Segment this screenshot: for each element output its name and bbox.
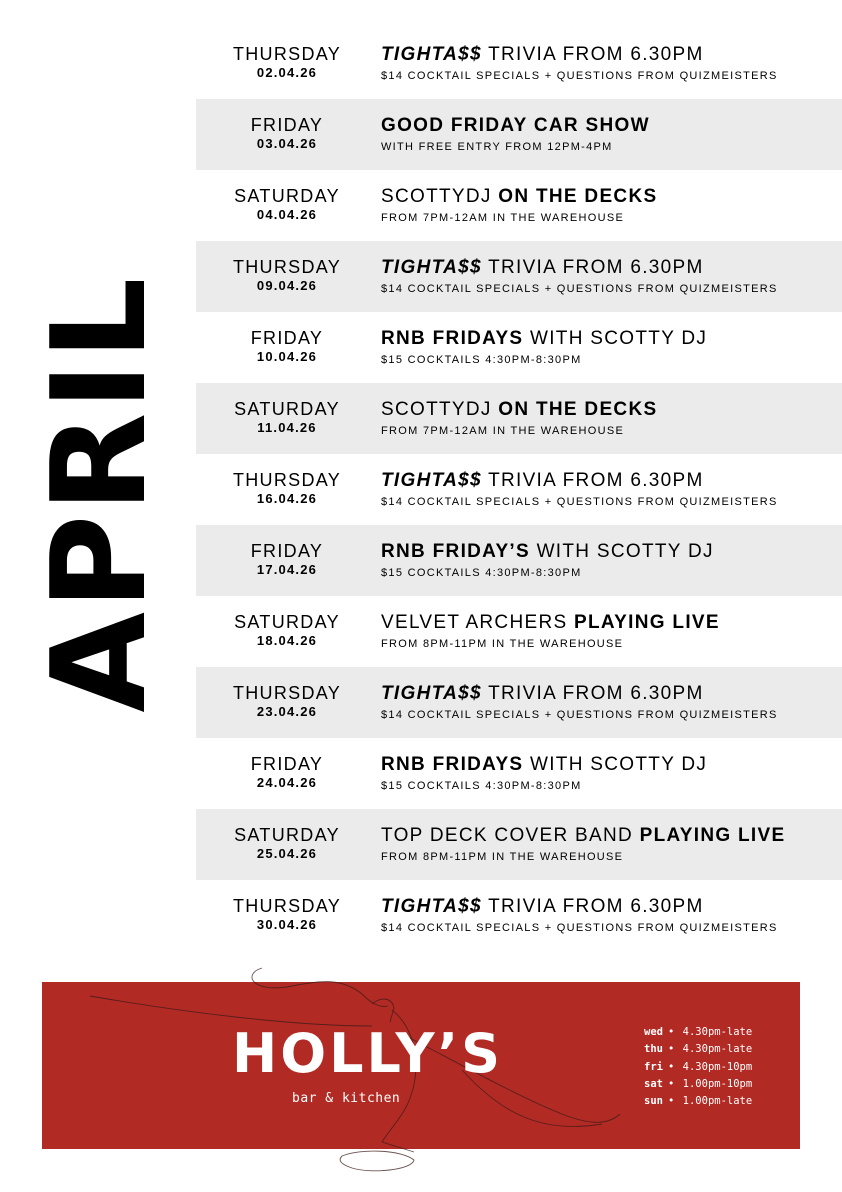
- event-list: [196, 28, 842, 951]
- event-subtitle: $14 COCKTAIL SPECIALS + QUESTIONS FROM QUIZMEISTERS: [381, 709, 778, 721]
- event-date: 02.04.26: [256, 65, 318, 80]
- month-label: APRIL: [23, 275, 175, 713]
- hours-line: [644, 1024, 752, 1041]
- event-date: 03.04.26: [256, 136, 318, 151]
- event-title-segment: VELVET ARCHERS: [381, 612, 575, 633]
- event-day: THURSDAY: [232, 896, 342, 916]
- event-row: [196, 312, 842, 383]
- event-date: 16.04.26: [256, 491, 318, 506]
- event-title-segment: TOP DECK COVER BAND: [381, 825, 640, 846]
- event-title-segment: RNB FRIDAYS: [381, 328, 524, 349]
- hours-line: [644, 1076, 752, 1093]
- event-row: [196, 809, 842, 880]
- hours-time: 1.00pm-late: [682, 1095, 753, 1108]
- event-date: 18.04.26: [256, 633, 318, 648]
- event-subtitle: $14 COCKTAIL SPECIALS + QUESTIONS FROM QUIZMEISTERS: [381, 70, 778, 82]
- event-title-segment: RNB FRIDAY’S: [381, 541, 530, 562]
- hours-separator: •: [668, 1077, 675, 1090]
- event-title-segment: TRIVIA FROM 6.30PM: [481, 44, 704, 65]
- event-title-segment: GOOD FRIDAY CAR SHOW: [381, 115, 650, 136]
- event-subtitle: $15 COCKTAILS 4:30PM-8:30PM: [381, 354, 582, 366]
- hours-line: [644, 1093, 752, 1110]
- hours-time: 4.30pm-10pm: [682, 1060, 753, 1073]
- event-title-segment: TIGHTA$$: [381, 257, 482, 278]
- event-row: [196, 880, 842, 951]
- event-row: [196, 28, 842, 99]
- event-title-segment: TIGHTA$$: [381, 470, 482, 491]
- event-title: [381, 541, 714, 563]
- event-subtitle: WITH FREE ENTRY FROM 12PM-4PM: [381, 141, 613, 153]
- hours-separator: •: [668, 1095, 675, 1108]
- hours-separator: •: [668, 1026, 675, 1038]
- event-title: [381, 257, 704, 279]
- event-title: [381, 683, 704, 705]
- event-title-segment: TIGHTA$$: [381, 44, 482, 65]
- event-date: 25.04.26: [256, 846, 318, 861]
- event-day: SATURDAY: [234, 612, 340, 632]
- hours-separator: •: [668, 1060, 675, 1073]
- event-row: [196, 99, 842, 170]
- event-date: 23.04.26: [256, 704, 318, 719]
- event-title-segment: WITH SCOTTY DJ: [523, 754, 708, 775]
- event-row: [196, 383, 842, 454]
- event-day: THURSDAY: [232, 683, 342, 703]
- event-day: SATURDAY: [234, 825, 340, 845]
- event-day: FRIDAY: [250, 541, 324, 561]
- event-day: FRIDAY: [250, 328, 324, 348]
- hours-day: sun: [644, 1095, 663, 1108]
- event-day: SATURDAY: [234, 399, 340, 419]
- hours-time: 4.30pm-late: [682, 1026, 753, 1038]
- event-day: FRIDAY: [250, 754, 324, 774]
- event-row: [196, 241, 842, 312]
- event-title: [381, 328, 707, 350]
- event-date: 11.04.26: [257, 420, 317, 435]
- event-title-segment: WITH SCOTTY DJ: [529, 541, 714, 562]
- event-row: [196, 170, 842, 241]
- footer-banner: [42, 982, 800, 1149]
- event-title-segment: PLAYING LIVE: [639, 825, 786, 846]
- hours-time: 4.30pm-late: [682, 1043, 753, 1056]
- event-date: 24.04.26: [256, 775, 318, 790]
- event-title: [381, 825, 785, 847]
- event-row: [196, 738, 842, 809]
- event-title: [381, 896, 704, 918]
- month-heading: [23, 220, 175, 768]
- event-date: 30.04.26: [256, 917, 318, 932]
- event-title-segment: TRIVIA FROM 6.30PM: [481, 470, 704, 491]
- event-subtitle: FROM 7PM-12AM IN THE WAREHOUSE: [381, 425, 625, 437]
- event-title: [381, 186, 657, 208]
- event-subtitle: FROM 7PM-12AM IN THE WAREHOUSE: [381, 212, 625, 224]
- event-subtitle: $15 COCKTAILS 4:30PM-8:30PM: [381, 780, 582, 792]
- brand-tagline: bar & kitchen: [292, 1091, 401, 1106]
- event-title: [381, 44, 704, 66]
- hours-line: [644, 1059, 752, 1076]
- event-row: [196, 454, 842, 525]
- event-title: [381, 399, 657, 421]
- event-title-segment: PLAYING LIVE: [574, 612, 720, 633]
- event-day: THURSDAY: [232, 44, 342, 64]
- hours-line: [644, 1041, 752, 1058]
- hours-day: wed: [644, 1026, 663, 1038]
- event-title-segment: TRIVIA FROM 6.30PM: [481, 896, 704, 917]
- event-title-segment: ON THE DECKS: [498, 186, 658, 207]
- event-title: [381, 754, 707, 776]
- event-title-segment: TIGHTA$$: [381, 896, 482, 917]
- event-day: SATURDAY: [234, 186, 340, 206]
- event-row: [196, 525, 842, 596]
- event-subtitle: $14 COCKTAIL SPECIALS + QUESTIONS FROM QUIZMEISTERS: [381, 496, 778, 508]
- hours-separator: •: [668, 1043, 675, 1056]
- opening-hours: [644, 1024, 752, 1110]
- event-date: 10.04.26: [256, 349, 318, 364]
- event-title-segment: TIGHTA$$: [381, 683, 482, 704]
- event-day: FRIDAY: [250, 115, 324, 135]
- event-title: [381, 470, 704, 492]
- brand-logo: HOLLY’S: [232, 1022, 504, 1085]
- event-subtitle: FROM 8PM-11PM IN THE WAREHOUSE: [381, 851, 624, 863]
- hours-day: thu: [644, 1043, 663, 1056]
- event-row: [196, 667, 842, 738]
- event-title-segment: WITH SCOTTY DJ: [523, 328, 708, 349]
- event-subtitle: $14 COCKTAIL SPECIALS + QUESTIONS FROM QUIZMEISTERS: [381, 283, 778, 295]
- event-day: THURSDAY: [232, 257, 342, 277]
- event-title: [381, 612, 720, 634]
- event-day: THURSDAY: [232, 470, 342, 490]
- event-title-segment: TRIVIA FROM 6.30PM: [481, 257, 704, 278]
- hours-day: fri: [644, 1060, 663, 1073]
- event-date: 17.04.26: [256, 562, 318, 577]
- event-subtitle: FROM 8PM-11PM IN THE WAREHOUSE: [381, 638, 624, 650]
- event-title-segment: RNB FRIDAYS: [381, 754, 524, 775]
- event-title: [381, 115, 650, 137]
- event-date: 09.04.26: [256, 278, 318, 293]
- event-title-segment: SCOTTYDJ: [381, 399, 499, 420]
- event-title-segment: SCOTTYDJ: [381, 186, 499, 207]
- event-title-segment: ON THE DECKS: [498, 399, 658, 420]
- event-subtitle: $15 COCKTAILS 4:30PM-8:30PM: [381, 567, 582, 579]
- event-title-segment: TRIVIA FROM 6.30PM: [481, 683, 704, 704]
- event-subtitle: $14 COCKTAIL SPECIALS + QUESTIONS FROM QUIZMEISTERS: [381, 922, 778, 934]
- event-row: [196, 596, 842, 667]
- event-date: 04.04.26: [256, 207, 318, 222]
- hours-time: 1.00pm-10pm: [682, 1077, 753, 1090]
- hours-day: sat: [644, 1077, 663, 1090]
